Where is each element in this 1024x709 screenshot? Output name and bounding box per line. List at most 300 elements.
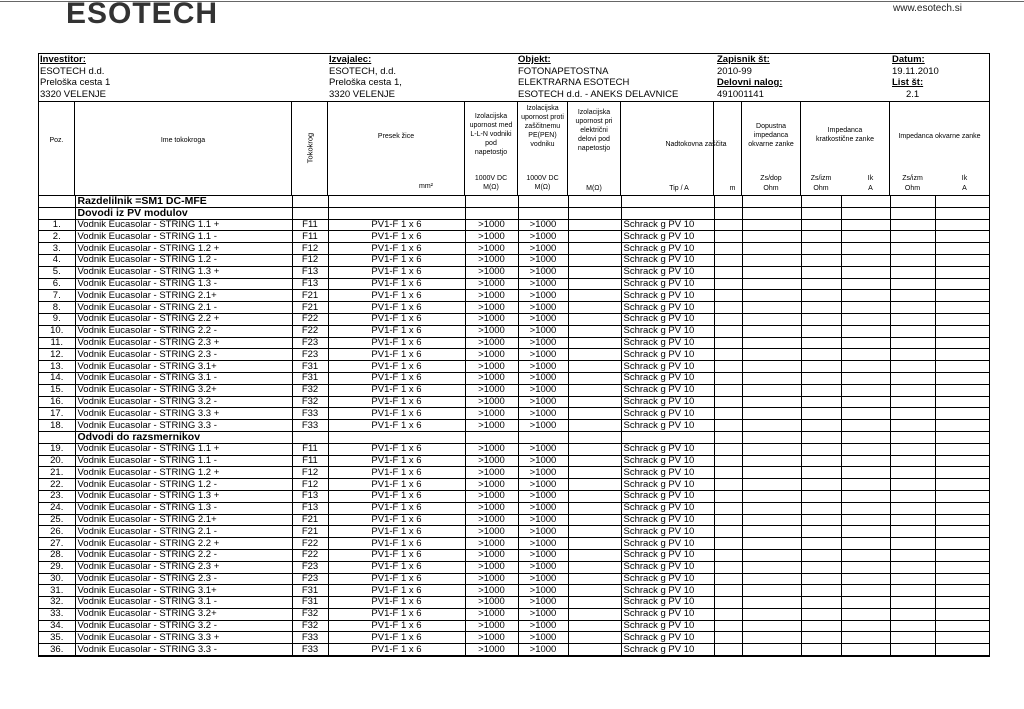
- row-circuit-id: F13: [292, 266, 328, 278]
- empty-cell: [890, 207, 935, 219]
- row-circuit-id: F11: [292, 455, 328, 467]
- empty-cell: [801, 455, 841, 467]
- table-row: [39, 573, 989, 585]
- empty-cell: [801, 467, 841, 479]
- row-insulation-1: >1000: [465, 526, 518, 538]
- empty-cell: [39, 207, 75, 219]
- empty-cell: [714, 384, 742, 396]
- empty-cell: [801, 396, 841, 408]
- empty-cell: [621, 431, 714, 443]
- row-wire-section: PV1-F 1 x 6: [328, 266, 465, 278]
- empty-cell: [841, 573, 890, 585]
- empty-cell: [841, 443, 890, 455]
- empty-cell: [890, 349, 935, 361]
- row-position: 19.: [39, 443, 75, 455]
- row-wire-section: PV1-F 1 x 6: [328, 538, 465, 550]
- row-position: 26.: [39, 526, 75, 538]
- empty-cell: [935, 313, 989, 325]
- table-row: [39, 396, 989, 408]
- empty-cell: [742, 573, 801, 585]
- empty-cell: [568, 644, 621, 656]
- row-wire-section: PV1-F 1 x 6: [328, 455, 465, 467]
- col-ins1: [465, 102, 518, 195]
- row-insulation-2: >1000: [518, 325, 568, 337]
- row-insulation-2: >1000: [518, 219, 568, 231]
- empty-cell: [890, 219, 935, 231]
- row-insulation-2: >1000: [518, 467, 568, 479]
- row-insulation-2: >1000: [518, 408, 568, 420]
- row-circuit-id: F32: [292, 608, 328, 620]
- empty-cell: [568, 207, 621, 219]
- row-circuit-id: F12: [292, 479, 328, 491]
- col-circuit: [292, 102, 328, 195]
- row-wire-section: PV1-F 1 x 6: [328, 514, 465, 526]
- row-insulation-1: >1000: [465, 573, 518, 585]
- table-row: [39, 302, 989, 314]
- empty-cell: [742, 266, 801, 278]
- empty-cell: [890, 549, 935, 561]
- row-circuit-id: F32: [292, 396, 328, 408]
- empty-cell: [801, 337, 841, 349]
- empty-cell: [841, 502, 890, 514]
- row-wire-section: PV1-F 1 x 6: [328, 243, 465, 255]
- empty-cell: [742, 325, 801, 337]
- table-row: [39, 313, 989, 325]
- empty-cell: [890, 302, 935, 314]
- empty-cell: [742, 313, 801, 325]
- empty-cell: [935, 502, 989, 514]
- empty-cell: [568, 514, 621, 526]
- empty-cell: [568, 420, 621, 432]
- website-link[interactable]: www.esotech.si: [893, 3, 962, 14]
- row-circuit-id: F21: [292, 514, 328, 526]
- contractor-line: Preloška cesta 1,: [329, 77, 402, 88]
- row-protection: Schrack g PV 10: [621, 549, 714, 561]
- table-row: [39, 408, 989, 420]
- row-protection: Schrack g PV 10: [621, 420, 714, 432]
- row-insulation-1: >1000: [465, 538, 518, 550]
- empty-cell: [518, 207, 568, 219]
- empty-cell: [714, 396, 742, 408]
- empty-cell: [742, 431, 801, 443]
- row-circuit-id: F11: [292, 231, 328, 243]
- row-circuit-name: Vodnik Eucasolar - STRING 2.1+: [75, 514, 292, 526]
- empty-cell: [801, 196, 841, 207]
- row-insulation-2: >1000: [518, 254, 568, 266]
- empty-cell: [841, 243, 890, 255]
- row-insulation-1: >1000: [465, 384, 518, 396]
- empty-cell: [742, 644, 801, 656]
- row-protection: Schrack g PV 10: [621, 467, 714, 479]
- empty-cell: [801, 502, 841, 514]
- row-insulation-2: >1000: [518, 455, 568, 467]
- table-row: [39, 620, 989, 632]
- row-circuit-name: Vodnik Eucasolar - STRING 3.1 -: [75, 372, 292, 384]
- empty-cell: [890, 644, 935, 656]
- empty-cell: [568, 443, 621, 455]
- row-protection: Schrack g PV 10: [621, 443, 714, 455]
- empty-cell: [742, 420, 801, 432]
- empty-cell: [801, 585, 841, 597]
- row-wire-section: PV1-F 1 x 6: [328, 396, 465, 408]
- empty-cell: [714, 597, 742, 609]
- row-circuit-name: Vodnik Eucasolar - STRING 1.2 -: [75, 254, 292, 266]
- empty-cell: [714, 313, 742, 325]
- row-insulation-2: >1000: [518, 266, 568, 278]
- row-insulation-1: >1000: [465, 396, 518, 408]
- empty-cell: [935, 573, 989, 585]
- empty-cell: [742, 561, 801, 573]
- empty-cell: [568, 313, 621, 325]
- empty-cell: [935, 290, 989, 302]
- empty-cell: [935, 219, 989, 231]
- empty-cell: [801, 278, 841, 290]
- row-protection: Schrack g PV 10: [621, 644, 714, 656]
- row-position: 33.: [39, 608, 75, 620]
- object-block: [517, 54, 716, 101]
- empty-cell: [801, 231, 841, 243]
- object-line: ELEKTRARNA ESOTECH: [518, 77, 630, 88]
- empty-cell: [890, 490, 935, 502]
- row-circuit-id: F23: [292, 573, 328, 585]
- empty-cell: [801, 632, 841, 644]
- empty-cell: [742, 278, 801, 290]
- empty-cell: [935, 620, 989, 632]
- row-insulation-1: >1000: [465, 455, 518, 467]
- row-insulation-1: >1000: [465, 585, 518, 597]
- col-ins3-label: Izolacijska upornost pri električni delovi pod napetostjo: [575, 109, 613, 152]
- col-protection-m-label: m: [729, 185, 736, 192]
- row-insulation-2: >1000: [518, 538, 568, 550]
- col-fault-unit: A: [962, 185, 967, 192]
- empty-cell: [742, 243, 801, 255]
- empty-cell: [935, 490, 989, 502]
- empty-cell: [714, 361, 742, 373]
- empty-cell: [742, 502, 801, 514]
- empty-cell: [742, 361, 801, 373]
- board-row: [39, 196, 989, 207]
- row-insulation-1: >1000: [465, 313, 518, 325]
- empty-cell: [801, 479, 841, 491]
- col-name: [75, 102, 292, 195]
- row-insulation-1: >1000: [465, 408, 518, 420]
- empty-cell: [292, 196, 328, 207]
- empty-cell: [935, 337, 989, 349]
- empty-cell: [621, 196, 714, 207]
- empty-cell: [935, 254, 989, 266]
- col-ins1-unit: 1000V DC M(Ω): [474, 175, 508, 191]
- empty-cell: [935, 325, 989, 337]
- row-circuit-id: F23: [292, 349, 328, 361]
- empty-cell: [890, 231, 935, 243]
- col-short-label: Impedanca kratkostične zanke: [816, 127, 874, 143]
- row-position: 28.: [39, 549, 75, 561]
- row-insulation-1: >1000: [465, 620, 518, 632]
- table-row: [39, 325, 989, 337]
- row-insulation-2: >1000: [518, 526, 568, 538]
- empty-cell: [935, 479, 989, 491]
- row-circuit-id: F12: [292, 254, 328, 266]
- empty-cell: [890, 502, 935, 514]
- board-title: Razdelilnik =SM1 DC-MFE: [75, 196, 292, 207]
- row-position: 16.: [39, 396, 75, 408]
- row-insulation-1: >1000: [465, 243, 518, 255]
- empty-cell: [801, 313, 841, 325]
- empty-cell: [714, 490, 742, 502]
- empty-cell: [714, 290, 742, 302]
- empty-cell: [801, 549, 841, 561]
- col-section: [328, 102, 465, 195]
- col-ins2-unit: 1000V DC M(Ω): [526, 175, 559, 191]
- row-position: 15.: [39, 384, 75, 396]
- row-insulation-1: >1000: [465, 608, 518, 620]
- row-insulation-2: >1000: [518, 443, 568, 455]
- col-short-circuit: [801, 102, 890, 195]
- table-row: [39, 644, 989, 656]
- section-title: Odvodi do razsmernikov: [75, 431, 292, 443]
- col-poz-label: Poz.: [49, 137, 64, 144]
- investor-label: Investitor:: [40, 54, 86, 65]
- row-wire-section: PV1-F 1 x 6: [328, 254, 465, 266]
- col-name-label: Ime tokokroga: [160, 137, 206, 144]
- row-insulation-1: >1000: [465, 514, 518, 526]
- row-insulation-2: >1000: [518, 243, 568, 255]
- empty-cell: [568, 290, 621, 302]
- row-wire-section: PV1-F 1 x 6: [328, 384, 465, 396]
- empty-cell: [742, 408, 801, 420]
- table-row: [39, 490, 989, 502]
- empty-cell: [742, 608, 801, 620]
- row-protection: Schrack g PV 10: [621, 219, 714, 231]
- row-wire-section: PV1-F 1 x 6: [328, 349, 465, 361]
- empty-cell: [935, 408, 989, 420]
- row-position: 2.: [39, 231, 75, 243]
- empty-cell: [935, 644, 989, 656]
- empty-cell: [841, 620, 890, 632]
- row-circuit-id: F31: [292, 585, 328, 597]
- row-circuit-id: F23: [292, 561, 328, 573]
- empty-cell: [742, 490, 801, 502]
- row-circuit-name: Vodnik Eucasolar - STRING 1.3 +: [75, 266, 292, 278]
- col-allowed: [742, 102, 801, 195]
- empty-cell: [742, 514, 801, 526]
- empty-cell: [841, 254, 890, 266]
- row-protection: Schrack g PV 10: [621, 349, 714, 361]
- empty-cell: [328, 207, 465, 219]
- empty-cell: [801, 608, 841, 620]
- empty-cell: [935, 266, 989, 278]
- row-insulation-1: >1000: [465, 219, 518, 231]
- row-wire-section: PV1-F 1 x 6: [328, 632, 465, 644]
- row-protection: Schrack g PV 10: [621, 243, 714, 255]
- empty-cell: [801, 526, 841, 538]
- row-circuit-id: F21: [292, 290, 328, 302]
- row-wire-section: PV1-F 1 x 6: [328, 479, 465, 491]
- empty-cell: [742, 337, 801, 349]
- empty-cell: [935, 349, 989, 361]
- report-header: [39, 54, 989, 102]
- empty-cell: [714, 431, 742, 443]
- row-circuit-name: Vodnik Eucasolar - STRING 2.1 -: [75, 526, 292, 538]
- empty-cell: [935, 585, 989, 597]
- row-protection: Schrack g PV 10: [621, 514, 714, 526]
- row-insulation-1: >1000: [465, 325, 518, 337]
- table-row: [39, 479, 989, 491]
- row-protection: Schrack g PV 10: [621, 266, 714, 278]
- object-label: Objekt:: [518, 54, 551, 65]
- row-circuit-id: F32: [292, 384, 328, 396]
- col-protection-label: Nadtokovna zaščita: [665, 141, 727, 148]
- row-insulation-1: >1000: [465, 420, 518, 432]
- row-position: 24.: [39, 502, 75, 514]
- empty-cell: [935, 467, 989, 479]
- col-poz: [39, 102, 75, 195]
- empty-cell: [935, 278, 989, 290]
- table-row: [39, 266, 989, 278]
- row-protection: Schrack g PV 10: [621, 278, 714, 290]
- table-row: [39, 608, 989, 620]
- empty-cell: [39, 431, 75, 443]
- row-insulation-1: >1000: [465, 372, 518, 384]
- row-protection: Schrack g PV 10: [621, 254, 714, 266]
- row-insulation-2: >1000: [518, 573, 568, 585]
- empty-cell: [568, 219, 621, 231]
- empty-cell: [935, 431, 989, 443]
- row-insulation-1: >1000: [465, 502, 518, 514]
- empty-cell: [714, 325, 742, 337]
- empty-cell: [935, 372, 989, 384]
- empty-cell: [742, 372, 801, 384]
- row-insulation-1: >1000: [465, 549, 518, 561]
- empty-cell: [801, 372, 841, 384]
- empty-cell: [714, 585, 742, 597]
- empty-cell: [568, 396, 621, 408]
- table-row: [39, 420, 989, 432]
- empty-cell: [568, 372, 621, 384]
- empty-cell: [621, 207, 714, 219]
- empty-cell: [801, 384, 841, 396]
- row-circuit-name: Vodnik Eucasolar - STRING 2.3 -: [75, 573, 292, 585]
- row-circuit-name: Vodnik Eucasolar - STRING 3.3 -: [75, 420, 292, 432]
- row-wire-section: PV1-F 1 x 6: [328, 325, 465, 337]
- empty-cell: [935, 608, 989, 620]
- empty-cell: [801, 538, 841, 550]
- empty-cell: [518, 431, 568, 443]
- row-protection: Schrack g PV 10: [621, 372, 714, 384]
- table-row: [39, 361, 989, 373]
- empty-cell: [568, 266, 621, 278]
- empty-cell: [801, 207, 841, 219]
- empty-cell: [568, 608, 621, 620]
- empty-cell: [841, 408, 890, 420]
- row-insulation-1: >1000: [465, 361, 518, 373]
- row-protection: Schrack g PV 10: [621, 479, 714, 491]
- empty-cell: [568, 361, 621, 373]
- row-circuit-name: Vodnik Eucasolar - STRING 3.1+: [75, 361, 292, 373]
- table-row: [39, 372, 989, 384]
- row-insulation-2: >1000: [518, 597, 568, 609]
- row-circuit-id: F11: [292, 219, 328, 231]
- empty-cell: [465, 431, 518, 443]
- row-position: 30.: [39, 573, 75, 585]
- row-circuit-id: F33: [292, 644, 328, 656]
- empty-cell: [841, 490, 890, 502]
- row-insulation-1: >1000: [465, 337, 518, 349]
- empty-cell: [841, 219, 890, 231]
- table-row: [39, 278, 989, 290]
- row-protection: Schrack g PV 10: [621, 608, 714, 620]
- report-number-label: Zapisnik št:: [717, 54, 770, 65]
- empty-cell: [935, 514, 989, 526]
- row-circuit-id: F33: [292, 408, 328, 420]
- col-section-unit: mm²: [419, 183, 433, 190]
- col-protection-unit: Tip / A: [669, 185, 689, 192]
- row-position: 17.: [39, 408, 75, 420]
- report-number: 2010-99: [717, 65, 752, 77]
- table-row: [39, 337, 989, 349]
- empty-cell: [841, 597, 890, 609]
- col-short-unit: A: [868, 185, 873, 192]
- row-position: 5.: [39, 266, 75, 278]
- row-circuit-id: F22: [292, 325, 328, 337]
- row-wire-section: PV1-F 1 x 6: [328, 608, 465, 620]
- row-insulation-1: >1000: [465, 443, 518, 455]
- row-circuit-id: F31: [292, 597, 328, 609]
- empty-cell: [935, 420, 989, 432]
- empty-cell: [714, 632, 742, 644]
- empty-cell: [841, 632, 890, 644]
- empty-cell: [568, 231, 621, 243]
- row-circuit-id: F31: [292, 372, 328, 384]
- empty-cell: [935, 361, 989, 373]
- row-circuit-name: Vodnik Eucasolar - STRING 3.2 -: [75, 396, 292, 408]
- empty-cell: [328, 431, 465, 443]
- table-row: [39, 526, 989, 538]
- row-insulation-2: >1000: [518, 372, 568, 384]
- empty-cell: [801, 597, 841, 609]
- report-block: [716, 54, 891, 101]
- empty-cell: [801, 561, 841, 573]
- row-position: 7.: [39, 290, 75, 302]
- row-protection: Schrack g PV 10: [621, 302, 714, 314]
- empty-cell: [935, 231, 989, 243]
- row-circuit-name: Vodnik Eucasolar - STRING 3.1 -: [75, 597, 292, 609]
- row-insulation-2: >1000: [518, 290, 568, 302]
- empty-cell: [714, 372, 742, 384]
- row-insulation-1: >1000: [465, 290, 518, 302]
- row-protection: Schrack g PV 10: [621, 231, 714, 243]
- empty-cell: [841, 196, 890, 207]
- empty-cell: [568, 431, 621, 443]
- row-protection: Schrack g PV 10: [621, 502, 714, 514]
- empty-cell: [742, 207, 801, 219]
- empty-cell: [714, 526, 742, 538]
- table-row: [39, 219, 989, 231]
- empty-cell: [935, 302, 989, 314]
- row-protection: Schrack g PV 10: [621, 313, 714, 325]
- empty-cell: [801, 420, 841, 432]
- empty-cell: [801, 431, 841, 443]
- empty-cell: [714, 278, 742, 290]
- col-ins2-label: Izolacijska upornost proti zaščitnemu PE(PEN) vodniku: [521, 105, 564, 148]
- empty-cell: [841, 455, 890, 467]
- table-row: [39, 254, 989, 266]
- empty-cell: [890, 325, 935, 337]
- row-wire-section: PV1-F 1 x 6: [328, 219, 465, 231]
- empty-cell: [292, 431, 328, 443]
- empty-cell: [801, 490, 841, 502]
- empty-cell: [801, 290, 841, 302]
